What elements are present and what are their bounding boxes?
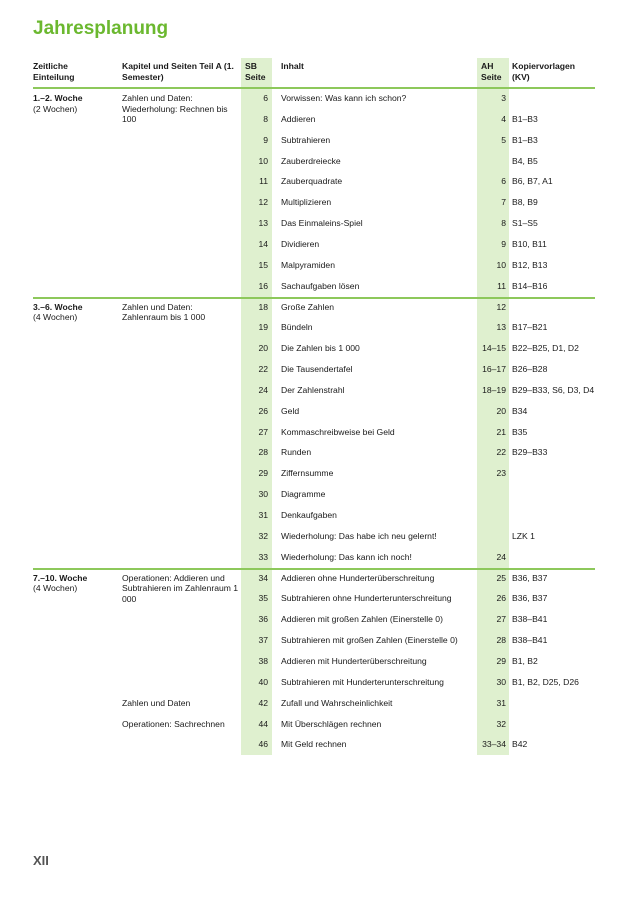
table-row-inhalt: Zauberquadrate — [281, 176, 343, 187]
table-row-kv: B1, B2, D25, D26 — [512, 676, 579, 687]
table-row-inhalt: Subtrahieren mit Hunderterunterschreitung — [281, 676, 444, 687]
table-row-inhalt: Addieren — [281, 113, 316, 124]
table-row-ah: 11 — [497, 280, 506, 291]
table-row-inhalt: Der Zahlenstrahl — [281, 384, 345, 395]
table-row-kv: B36, B37 — [512, 572, 548, 583]
table-row-ah: 27 — [496, 614, 506, 625]
table-row-sb: 20 — [258, 343, 268, 354]
table-row-sb: 15 — [258, 259, 268, 270]
table-row-inhalt: Malpyramiden — [281, 259, 335, 270]
table-row-sb: 36 — [258, 614, 268, 625]
table-row-ah: 24 — [496, 551, 506, 562]
table-row-kv: B35 — [512, 426, 528, 437]
table-row-sb: 18 — [258, 301, 268, 312]
header-sb: SB Seite — [245, 61, 266, 82]
table-row-ah: 25 — [496, 572, 506, 583]
table-row-inhalt: Die Tausendertafel — [281, 364, 353, 375]
table-row-kv: B6, B7, A1 — [512, 176, 553, 187]
table-row-sb: 34 — [258, 572, 268, 583]
table-row-inhalt: Zufall und Wahrscheinlichkeit — [281, 697, 393, 708]
header-zeit: Zeitliche Einteilung — [33, 61, 75, 82]
table-row-ah: 10 — [496, 259, 506, 270]
table-row-inhalt: Zauberdreiecke — [281, 155, 341, 166]
table-row-sb: 31 — [258, 510, 268, 520]
table-row-ah: 6 — [501, 176, 506, 187]
table-row-kv: B22–B25, D1, D2 — [512, 343, 579, 354]
table-row-ah: 22 — [496, 447, 506, 458]
header-kapitel: Kapitel und Seiten Teil A (1. Semester) — [122, 61, 234, 82]
table-row-sb: 16 — [258, 280, 268, 291]
table-row-kv: B29–B33, S6, D3, D4 — [512, 384, 595, 395]
table-row-inhalt: Große Zahlen — [281, 301, 335, 312]
table-row-inhalt: Addieren mit Hunderterüberschreitung — [281, 655, 427, 666]
table-row-kv: B38–B41 — [512, 614, 548, 625]
table-row-sb: 6 — [263, 93, 268, 103]
table-row-inhalt: Die Zahlen bis 1 000 — [281, 343, 360, 354]
table-row-inhalt: Dividieren — [281, 238, 320, 249]
table-row-kv: B1–B3 — [512, 134, 538, 145]
table-row-inhalt: Runden — [281, 447, 312, 458]
table-row-ah: 8 — [501, 218, 506, 229]
table-row-ah: 26 — [496, 593, 506, 604]
table-row-kv: B12, B13 — [512, 259, 548, 270]
table-row-sb: 29 — [258, 468, 268, 479]
table-row-inhalt: Das Einmaleins-Spiel — [281, 218, 363, 229]
table-row-sb: 14 — [258, 238, 268, 249]
group-kapitel: Zahlen und Daten: Wiederholung: Rechnen bis 100 — [122, 93, 228, 124]
table-row-ah: 29 — [496, 655, 506, 666]
table-row-kv: B1–B3 — [512, 113, 538, 124]
table-row-sb: 30 — [258, 489, 268, 500]
table-row-ah: 4 — [501, 113, 506, 124]
table-row-kv: B26–B28 — [512, 364, 548, 375]
table-row-sb: 35 — [258, 593, 268, 604]
group-rule-2 — [33, 568, 595, 570]
table-row-inhalt: Mit Geld rechnen — [281, 739, 347, 750]
table-row-inhalt: Denkaufgaben — [281, 510, 337, 520]
table-row-sb: 40 — [258, 676, 268, 687]
table-row-inhalt: Subtrahieren mit großen Zahlen (Einerstelle 0) — [281, 635, 458, 646]
table-row-ah: 31 — [496, 697, 506, 708]
table-row-sb: 11 — [259, 176, 268, 187]
table-row-inhalt: Vorwissen: Was kann ich schon? — [281, 93, 407, 103]
table-row-sb: 26 — [258, 405, 268, 416]
table-row-sb: 13 — [258, 218, 268, 229]
group-kapitel: Zahlen und Daten — [122, 697, 191, 708]
table-row-inhalt: Addieren ohne Hunderterüberschreitung — [281, 572, 435, 583]
table-row-kv: B8, B9 — [512, 197, 538, 208]
group-rule-1 — [33, 297, 595, 299]
group-zeit-title: 7.–10. Woche — [33, 572, 88, 583]
group-kapitel: Operationen: Sachrechnen — [122, 718, 225, 729]
table-row-kv: B29–B33 — [512, 447, 548, 458]
table-row-sb: 24 — [258, 384, 268, 395]
table-row-ah: 16–17 — [482, 364, 506, 375]
table-row-kv: LZK 1 — [512, 530, 535, 541]
table-row-kv: B14–B16 — [512, 280, 548, 291]
table-row-inhalt: Geld — [281, 405, 300, 416]
table-row-sb: 19 — [258, 322, 268, 333]
table-row-ah: 14–15 — [482, 343, 506, 354]
group-zeit-title: 3.–6. Woche — [33, 301, 83, 312]
table-row-inhalt: Multiplizieren — [281, 197, 332, 208]
table-row-kv: B42 — [512, 739, 528, 750]
table-row-kv: B1, B2 — [512, 655, 538, 666]
table-row-kv: B34 — [512, 405, 528, 416]
table-row-sb: 12 — [258, 197, 268, 208]
table-row-sb: 22 — [258, 364, 268, 375]
table-row-ah: 23 — [496, 468, 506, 479]
table-row-ah: 28 — [496, 635, 506, 646]
table-row-inhalt: Wiederholung: Das kann ich noch! — [281, 551, 412, 562]
table-row-ah: 21 — [496, 426, 506, 437]
table-row-sb: 37 — [258, 635, 268, 646]
header-ah: AH Seite — [481, 61, 502, 82]
table-row-inhalt: Sachaufgaben lösen — [281, 280, 360, 291]
table-row-sb: 28 — [258, 447, 268, 458]
page-number: XII — [33, 853, 49, 868]
table-row-sb: 38 — [258, 655, 268, 666]
table-row-inhalt: Addieren mit großen Zahlen (Einerstelle 0) — [281, 614, 443, 625]
table-row-kv: B4, B5 — [512, 155, 538, 166]
table-row-inhalt: Bündeln — [281, 322, 313, 333]
table-row-kv: B17–B21 — [512, 322, 548, 333]
table-row-inhalt: Wiederholung: Das habe ich neu gelernt! — [281, 530, 437, 541]
header-kv: Kopiervorlagen (KV) — [512, 61, 576, 82]
table-row-inhalt: Ziffernsumme — [281, 468, 334, 479]
group-zeit-sub: (4 Wochen) — [33, 583, 78, 594]
group-kapitel: Operationen: Addieren und Subtrahieren im Zahlenraum 1 000 — [122, 572, 239, 604]
group-zeit-sub: (2 Wochen) — [33, 103, 78, 114]
table-row-inhalt: Mit Überschlägen rechnen — [281, 718, 382, 729]
table-row-ah: 18–19 — [482, 384, 506, 395]
table-row-sb: 9 — [263, 134, 268, 145]
table-row-sb: 10 — [258, 155, 268, 166]
table-row-ah: 5 — [501, 134, 506, 145]
group-zeit-title: 1.–2. Woche — [33, 93, 83, 103]
group-zeit-sub: (4 Wochen) — [33, 312, 78, 322]
table-row-ah: 7 — [501, 197, 506, 208]
table-row-sb: 46 — [258, 739, 268, 750]
table-row-ah: 12 — [496, 301, 506, 312]
table-row-inhalt: Kommaschreibweise bei Geld — [281, 426, 395, 437]
page-title: Jahresplanung — [33, 18, 169, 39]
table-row-inhalt: Diagramme — [281, 489, 326, 500]
table-row-sb: 42 — [258, 697, 268, 708]
header-inhalt: Inhalt — [281, 61, 304, 71]
table-row-ah: 3 — [501, 93, 506, 103]
table-row-kv: B38–B41 — [512, 635, 548, 646]
table-row-ah: 13 — [496, 322, 506, 333]
table-row-sb: 44 — [258, 718, 268, 729]
table-row-ah: 9 — [501, 238, 506, 249]
table-row-sb: 27 — [258, 426, 268, 437]
table-row-ah: 30 — [496, 676, 506, 687]
table-row-sb: 33 — [258, 551, 268, 562]
table-row-ah: 32 — [496, 718, 506, 729]
table-row-ah: 33–34 — [482, 739, 506, 750]
table-row-sb: 8 — [263, 113, 268, 124]
table-row-inhalt: Subtrahieren — [281, 134, 331, 145]
table-row-ah: 20 — [496, 405, 506, 416]
table-row-inhalt: Subtrahieren ohne Hunderterunterschreitung — [281, 593, 452, 604]
table-row-kv: B36, B37 — [512, 593, 548, 604]
table-row-kv: B10, B11 — [512, 238, 547, 249]
header-rule — [33, 87, 595, 89]
table-row-kv: S1–S5 — [512, 218, 538, 229]
table-row-sb: 32 — [258, 530, 268, 541]
group-kapitel: Zahlen und Daten: Zahlenraum bis 1 000 — [122, 301, 206, 322]
